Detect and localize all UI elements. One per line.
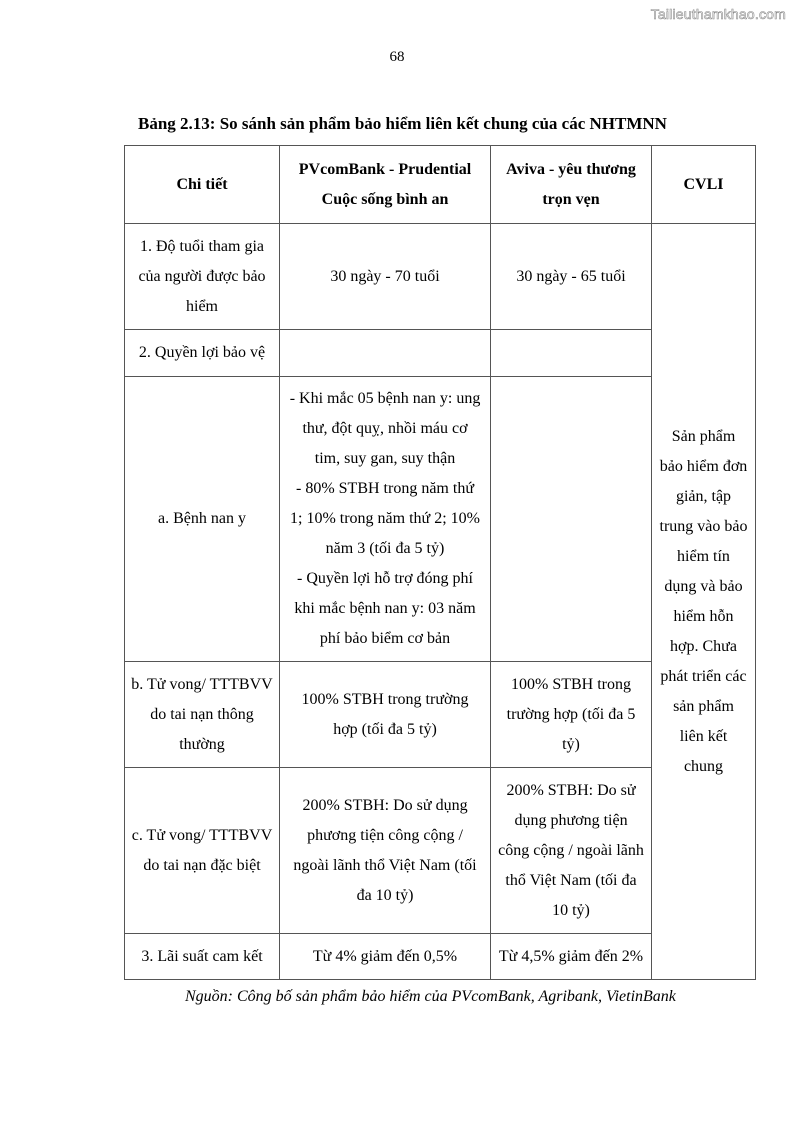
cell-line: do tai nạn thông — [150, 705, 254, 723]
cell-line: 200% STBH: Do sử dụng — [302, 796, 468, 814]
cell-line: 200% STBH: Do sử — [506, 781, 636, 799]
cell-line: của người được bảo — [138, 267, 266, 285]
header-detail: Chi tiết — [125, 146, 280, 224]
cell-line: hợp (tối đa 5 tỷ) — [333, 720, 437, 738]
cell-aviva — [491, 934, 652, 980]
cell-detail — [125, 662, 280, 768]
cell-detail — [125, 330, 280, 377]
cvli-line: chung — [683, 757, 724, 775]
cvli-line: hiểm hỗn — [673, 607, 734, 625]
watermark: Tailieuthamkhao.com — [650, 6, 786, 22]
table-header-row — [125, 146, 756, 224]
cell-line: 1; 10% trong năm thứ 2; 10% — [290, 510, 480, 527]
cell-line: 30 ngày - 65 tuổi — [516, 267, 626, 285]
cell-line: thổ Việt Nam (tối đa — [505, 871, 637, 889]
cell-line: 100% STBH trong trường — [301, 690, 469, 708]
cvli-line: bảo hiểm đơn — [659, 457, 748, 475]
cvli-line: sản phẩm — [673, 697, 734, 715]
cell-line: 30 ngày - 70 tuổi — [330, 267, 440, 285]
cell-cvli-note — [652, 224, 756, 980]
cell-line: 10 tỷ) — [552, 901, 590, 919]
header-pvcombank-line: Cuộc sống bình an — [321, 190, 449, 208]
cvli-line: trung vào bảo — [659, 517, 748, 535]
cvli-line: giản, tập — [675, 487, 732, 505]
page-number: 68 — [389, 49, 405, 65]
cell-line: 1. Độ tuổi tham gia — [140, 237, 264, 255]
table-row — [125, 224, 756, 330]
cell-line: khi mắc bệnh nan y: 03 năm — [294, 600, 476, 617]
cell-detail — [125, 768, 280, 934]
cell-line: - Quyền lợi hỗ trợ đóng phí — [296, 570, 473, 587]
cvli-line: dụng và bảo — [664, 577, 743, 595]
cell-line: 100% STBH trong — [511, 675, 631, 693]
source-note: Nguồn: Công bố sản phẩm bảo hiểm của PVcomBank, Agribank, VietinBank — [185, 988, 676, 1005]
cell-line: c. Tử vong/ TTTBVV — [131, 826, 273, 844]
cell-line: ngoài lãnh thổ Việt Nam (tối — [293, 856, 477, 874]
cell-line: - 80% STBH trong năm thứ — [296, 480, 474, 497]
cvli-line: liên kết — [679, 727, 728, 745]
cvli-line: hợp. Chưa — [670, 637, 737, 655]
cell-pvcombank — [280, 934, 491, 980]
cell-line: tim, suy gan, suy thận — [314, 450, 456, 467]
cvli-line: Sản phẩm — [671, 427, 736, 445]
cell-line: đa 10 tỷ) — [356, 886, 414, 904]
cell-aviva — [491, 662, 652, 768]
cell-line: b. Tử vong/ TTTBVV — [131, 675, 273, 693]
cell-line: dụng phương tiện — [514, 811, 628, 829]
cell-line: 2. Quyền lợi bảo vệ — [138, 344, 266, 361]
header-pvcombank — [280, 146, 491, 224]
header-aviva-line: trọn vẹn — [542, 190, 600, 208]
cell-pvcombank — [280, 768, 491, 934]
cell-line: do tai nạn đặc biệt — [143, 856, 261, 874]
comparison-table — [124, 145, 756, 980]
header-aviva-line: Aviva - yêu thương — [506, 160, 636, 178]
table-caption: Bảng 2.13: So sánh sản phẩm bảo hiểm liên kết chung của các NHTMNN — [138, 114, 667, 133]
cell-pvcombank — [280, 377, 491, 662]
cell-pvcombank — [280, 330, 491, 377]
cell-aviva — [491, 224, 652, 330]
cell-line: phương tiện công cộng / — [307, 826, 463, 844]
cell-line: hiểm — [186, 297, 218, 315]
header-cvli: CVLI — [652, 146, 756, 224]
cell-line: tỷ) — [562, 735, 580, 753]
header-pvcombank-line: PVcomBank - Prudential — [298, 160, 472, 178]
cell-detail — [125, 224, 280, 330]
cell-detail — [125, 934, 280, 980]
cell-pvcombank — [280, 662, 491, 768]
cell-line: thường — [179, 735, 225, 753]
cvli-line: phát triển các — [660, 667, 747, 685]
cell-aviva — [491, 377, 652, 662]
cell-line: Từ 4% giảm đến 0,5% — [312, 947, 458, 965]
cell-line: - Khi mắc 05 bệnh nan y: ung — [289, 390, 481, 407]
header-aviva — [491, 146, 652, 224]
cell-line: năm 3 (tối đa 5 tỷ) — [325, 540, 445, 557]
cell-line: 3. Lãi suất cam kết — [141, 947, 263, 965]
cell-line: phí bảo biểm cơ bản — [319, 630, 451, 647]
cell-line: a. Bệnh nan y — [158, 510, 246, 527]
cell-detail — [125, 377, 280, 662]
cell-line: Từ 4,5% giảm đến 2% — [498, 947, 644, 965]
cell-line: công cộng / ngoài lãnh — [498, 841, 644, 859]
cvli-line: hiểm tín — [677, 547, 730, 565]
cell-aviva — [491, 330, 652, 377]
cell-line: thư, đột quỵ, nhồi máu cơ — [302, 420, 468, 437]
cell-aviva — [491, 768, 652, 934]
cell-pvcombank — [280, 224, 491, 330]
cell-line: trường hợp (tối đa 5 — [506, 705, 636, 723]
